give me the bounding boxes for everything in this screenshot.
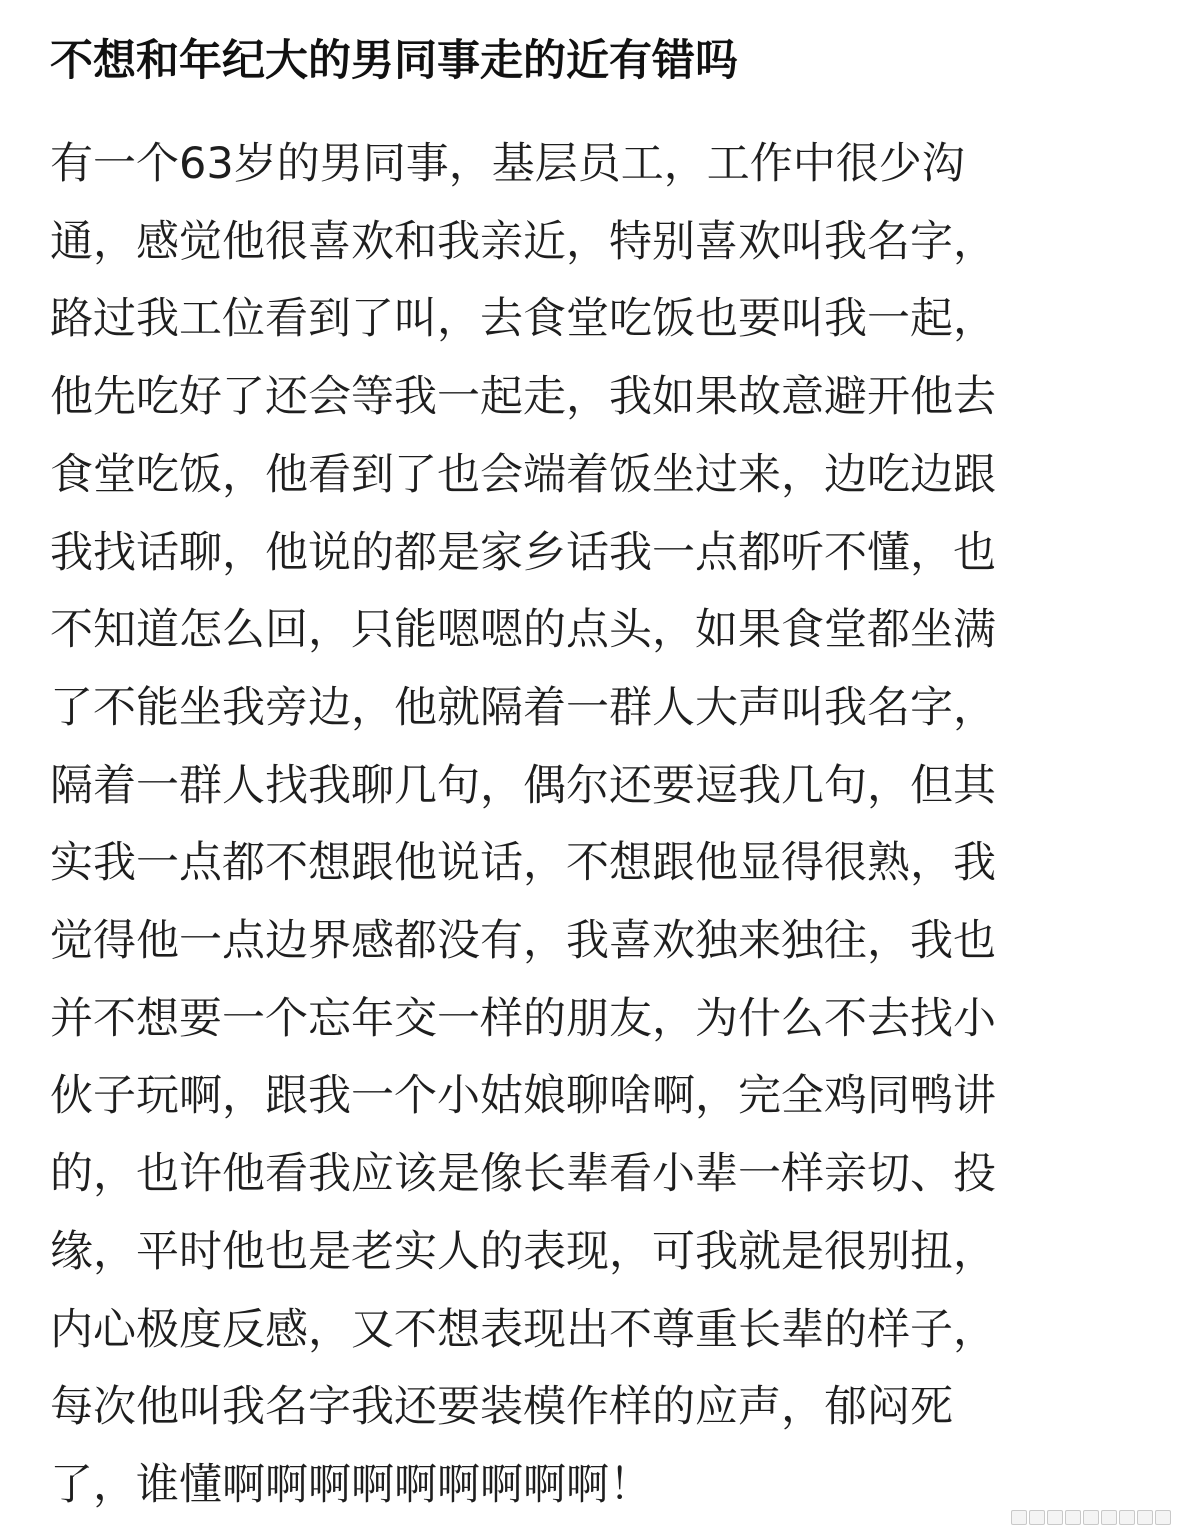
post [50, 28, 1130, 1525]
body-line: 并不想要一个忘年交一样的朋友，为什么不去找小 [50, 993, 996, 1044]
body-line: 的，也许他看我应该是像长辈看小辈一样亲切、投 [50, 1149, 996, 1200]
post-title: 不想和年纪大的男同事走的近有错吗 [50, 36, 738, 86]
body-line: 实我一点都不想跟他说话，不想跟他显得很熟，我 [50, 838, 996, 889]
watermark-bar [1047, 1510, 1063, 1525]
body-line: 每次他叫我名字我还要装模作样的应声，郁闷死 [50, 1382, 953, 1433]
watermark-bar [1083, 1510, 1099, 1525]
post-body [50, 126, 1130, 1525]
body-line: 伙子玩啊，跟我一个小姑娘聊啥啊，完全鸡同鸭讲 [50, 1071, 996, 1122]
body-line: 觉得他一点边界感都没有，我喜欢独来独往，我也 [50, 916, 996, 967]
watermark-bar [1137, 1510, 1153, 1525]
watermark-bar [1101, 1510, 1117, 1525]
body-line: 食堂吃饭，他看到了也会端着饭坐过来，边吃边跟 [50, 449, 996, 500]
watermark-icon [1011, 1510, 1171, 1525]
body-line: 内心极度反感，又不想表现出不尊重长辈的样子， [50, 1304, 996, 1355]
body-line: 缘，平时他也是老实人的表现，可我就是很别扭， [50, 1226, 996, 1277]
watermark-bar [1029, 1510, 1045, 1525]
body-line: 了不能坐我旁边，他就隔着一群人大声叫我名字， [50, 682, 996, 733]
body-line: 有一个63岁的男同事，基层员工，工作中很少沟 [50, 139, 965, 189]
body-line: 路过我工位看到了叫，去食堂吃饭也要叫我一起， [50, 294, 996, 345]
watermark-bar [1065, 1510, 1081, 1525]
body-line: 了，谁懂啊啊啊啊啊啊啊啊啊！ [50, 1459, 652, 1510]
watermark-bar [1119, 1510, 1135, 1525]
body-line: 我找话聊，他说的都是家乡话我一点都听不懂，也 [50, 527, 996, 578]
watermark-bar [1011, 1510, 1027, 1525]
body-line: 隔着一群人找我聊几句，偶尔还要逗我几句，但其 [50, 760, 996, 811]
body-line: 他先吃好了还会等我一起走，我如果故意避开他去 [50, 372, 996, 423]
body-line: 通，感觉他很喜欢和我亲近，特别喜欢叫我名字， [50, 216, 996, 267]
watermark-bar [1155, 1510, 1171, 1525]
body-line: 不知道怎么回，只能嗯嗯的点头，如果食堂都坐满 [50, 605, 996, 656]
